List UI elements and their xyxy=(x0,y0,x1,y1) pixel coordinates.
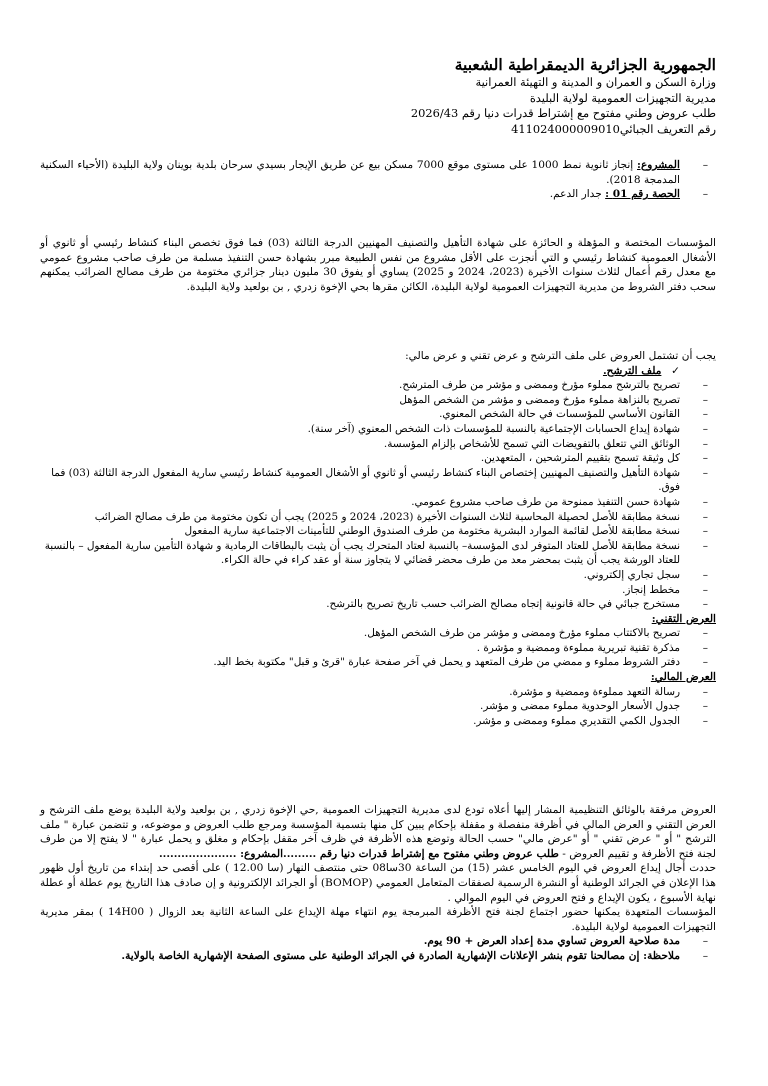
eligibility-section xyxy=(40,236,716,294)
lot-label: الحصة رقم 01 : xyxy=(605,188,680,201)
project-text: إنجاز ثانوية نمط 1000 على مستوى موقع 7000 مسكن بيع عن طريق الإيجار بسيدي سرحان بلدية بوينان ولاية البليدة (الأحياء السكنية المدمجة 2018). xyxy=(40,159,680,186)
directorate-name: مديرية التجهيزات العمومية لولاية البليدة xyxy=(529,90,716,105)
financial-list xyxy=(40,685,716,729)
submission-paragraph xyxy=(40,803,716,861)
candidacy-item: – نسخة مطابقة للأصل لحصيلة المحاسبة لثلاث السنوات الأخيرة (2023، 2024 و 2025) يجب أن تكون مختومة من طرف مصالح الضرائب xyxy=(40,510,716,525)
republic-title: الجمهورية الجزائرية الديمقراطية الشعبية xyxy=(454,55,716,74)
requirements-intro: يجب أن تشتمل العروض على ملف الترشح و عرض تقني و عرض مالي: xyxy=(405,350,716,362)
candidacy-item: – تصريح بالنزاهة مملوء مؤرخ وممضى و مؤشر من الشخص المؤهل xyxy=(40,393,716,408)
candidacy-item: – كل وثيقة تسمح بتقييم المترشحين ، المتعهدين. xyxy=(40,451,716,466)
ministry-name: وزارة السكن و العمران و المدينة و التهيئة العمرانية xyxy=(475,75,716,89)
candidacy-item: – مستخرج جبائي في حالة قانونية إتجاه مصالح الضرائب حسب تاريخ تصريح بالترشح. xyxy=(40,597,716,612)
technical-item: – دفتر الشروط مملوء و ممضي من طرف المتعهد و يحمل في آخر صفحة عبارة "قرئ و قبل" مكتوبة بخط اليد. xyxy=(40,655,716,670)
lot-text: جدار الدعم. xyxy=(549,188,602,201)
submission-section xyxy=(40,803,716,964)
candidacy-item: – الوثائق التي تتعلق بالتفويضات التي تسمح للأشخاص بإلزام المؤسسة. xyxy=(40,437,716,452)
validity-line: – مدة صلاحية العروض تساوي مدة إعداد العرض + 90 يوم. xyxy=(40,934,716,949)
financial-item: – الجدول الكمي التقديري مملوء وممضى و مؤشر. xyxy=(40,714,716,729)
submission-text: العروض مرفقة بالوثائق التنظيمية المشار إليها أعلاه تودع لدى مديرية التجهيزات العمومية ,حي الإخوة زدري , بن بولعيد ولاية البليدة يوضع ملف الترشح و العرض التقني و العرض المالي في أظرفة منفصلة و مقفلة بإحكام يبين كل منها بتسمية المؤسسة ومرجع طلب العروض و موضوعه، و تتضمن عبارة " ملف الترشح " أو " عرض تقني " أو "عرض مالي" حسب الحالة وتوضع هذه الأظرفة في ظرف آخر مقفل بإحكام و مغلق و يحمل عبارة " لا يفتح إلا من طرف لجنة فتح الأظرفة و تقييم العروض - xyxy=(40,804,716,860)
candidacy-list xyxy=(40,378,716,612)
candidacy-item: – القانون الأساسي للمؤسسات في حالة الشخص المعنوي. xyxy=(40,407,716,422)
note-line: – ملاحظة: إن مصالحنا تقوم بنشر الإعلانات الإشهارية الصادرة في الجرائد الوطنية على مستوى الصفحة الإشهارية الخاصة بالولاية. xyxy=(40,949,716,964)
candidacy-item: – مخطط إنجاز. xyxy=(40,583,716,598)
envelope-label: طلب عروض وطني مفتوح مع إشتراط قدرات دنيا رقم .........المشروع: ..................... xyxy=(158,847,559,860)
candidacy-item: – تصريح بالترشح مملوء مؤرخ وممضى و مؤشر من طرف المترشح. xyxy=(40,378,716,393)
opening-paragraph: المؤسسات المتعهدة يمكنها حضور اجتماع لجنة فتح الأظرفة المبرمجة يوم انتهاء مهلة الإيداع على الساعة الثانية بعد الزوال ( 14H00 ) بمقر مديرية التجهيزات العمومية لولاية البليدة. xyxy=(40,906,716,933)
candidacy-item: – شهادة حسن التنفيذ ممنوحة من طرف صاحب مشروع عمومي. xyxy=(40,495,716,510)
candidacy-item: – سجل تجاري إلكتروني. xyxy=(40,568,716,583)
checkmark-icon: ✓ xyxy=(671,364,680,377)
financial-item: – جدول الأسعار الوحدوية مملوء ممضى و مؤشر. xyxy=(40,699,716,714)
eligibility-paragraph: المؤسسات المختصة و المؤهلة و الحائزة على شهادة التأهيل والتصنيف المهنيين الدرجة الثالثة (03) فما فوق تخصص البناء كنشاط رئيسي أو ثانوي أو الأشغال العمومية كنشاط رئيسي و التي أنجزت على الأقل مشروع من نفس الطبيعة مبرر بشهادة حسن التنفيذ مسلمة من طرف صاحب مشروع عمومي مع معدل رقم أعمال لثلاث سنوات الأخيرة (2023، 2024 و 2025) يساوي أو يفوق 30 مليون دينار جزائري مختومة من طرف مصالح الضرائب يمكنهم سحب دفتر الشروط من مديرية التجهيزات العمومية لولاية البليدة، الكائن مقرها بحي الإخوة زدري , بن بولعيد ولاية البليدة. xyxy=(40,237,717,293)
document-header xyxy=(40,54,716,137)
tax-id: رقم التعريف الجبائي411024000009010 xyxy=(511,121,716,136)
candidacy-item: – شهادة إيداع الحسابات الإجتماعية بالنسبة للمؤسسات ذات الشخص المعنوي (آخر سنة). xyxy=(40,422,716,437)
candidacy-heading xyxy=(40,364,716,379)
technical-item: – مذكرة تقنية تبريرية مملوءة وممضية و مؤشرة . xyxy=(40,641,716,656)
financial-title: العرض المالي: xyxy=(650,671,716,684)
candidacy-title: ملف الترشح. xyxy=(602,364,662,377)
technical-list xyxy=(40,626,716,670)
project-line xyxy=(40,158,716,187)
requirements-section xyxy=(40,349,716,728)
technical-item: – تصريح بالاكتتاب مملوء مؤرخ وممضى و مؤشر من طرف الشخص المؤهل. xyxy=(40,626,716,641)
candidacy-item: – شهادة التأهيل والتصنيف المهنيين إختصاص البناء كنشاط رئيسي أو ثانوي أو الأشغال العمومية كنشاط رئيسي سارية المفعول الدرجة الثالثة (03) فما فوق. xyxy=(40,466,716,495)
candidacy-item: – نسخة مطابقة للأصل لقائمة الموارد البشرية مختومة من طرف الصندوق الوطني للتأمينات الاجتماعية سارية المفعول xyxy=(40,524,716,539)
financial-item: – رسالة التعهد مملوءة وممضية و مؤشرة. xyxy=(40,685,716,700)
project-section xyxy=(40,158,716,202)
project-label: المشروع: xyxy=(637,159,680,171)
deadline-paragraph: حددت أجال إيداع العروض في اليوم الخامس عشر (15) من الساعة 30سا08 حتى منتصف النهار (سا 12.00 ) على أقصى حد إبتداء من تاريخ أول ظهور هذا الإعلان في الجرائد الوطنية أو النشرة الرسمية لصفقات المتعامل العمومي (BOMOP) أو الجرائد الإلكترونية و إن صادف هذا التاريخ يوم عطلة أو عطلة نهاية الأسبوع ، يكون الإيداع و فتح العروض في اليوم الموالي . xyxy=(40,862,716,904)
lot-line xyxy=(40,187,716,202)
candidacy-item: – نسخة مطابقة للأصل للعتاد المتوفر لدى المؤسسة– بالنسبة لعتاد المتحرك يجب أن يثبت بالبطاقات الرمادية و شهادة التأمين سارية المفعول – بالنسبة للعتاد الورشة يجب أن يثبت بمحضر معد من طرف محضر قضائي لا يتجاوز سنة أو عقد كراء في حالة الكراء. xyxy=(40,539,716,568)
tender-reference: طلب عروض وطني مفتوح مع إشتراط قدرات دنيا رقم 2026/43 xyxy=(410,106,716,120)
technical-title: العرض التقني: xyxy=(651,612,716,625)
